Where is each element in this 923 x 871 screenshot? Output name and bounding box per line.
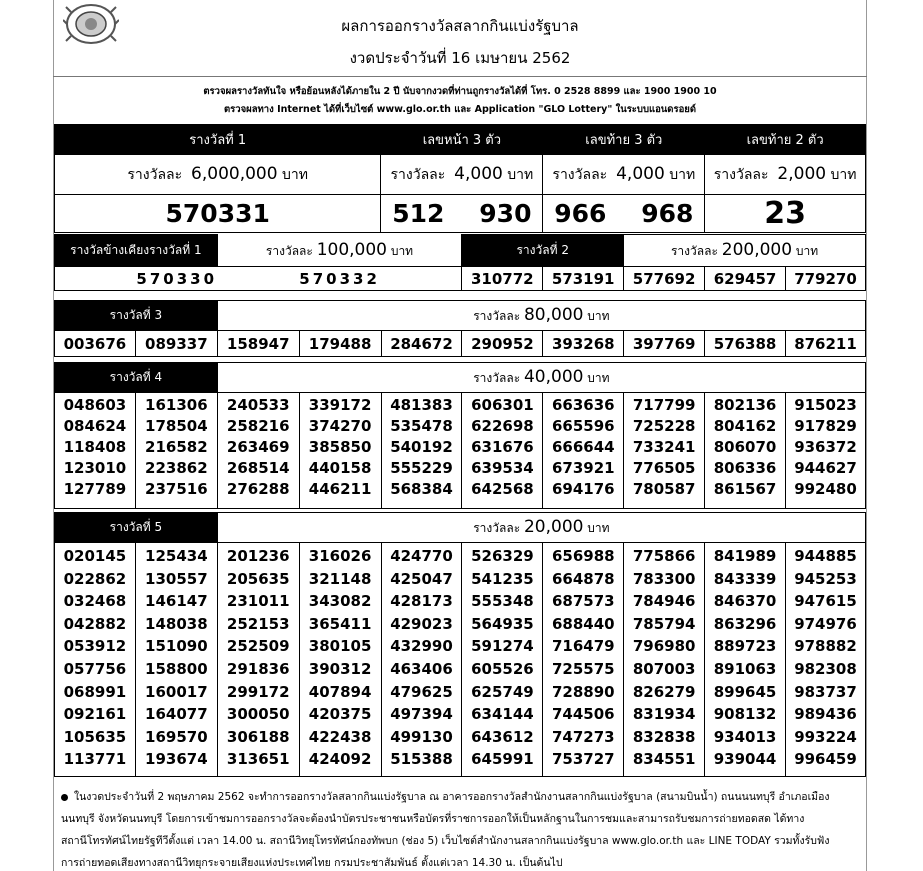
footer-line: ในงวดประจำวันที่ 2 พฤษภาคม 2562 จะทำการออกรางวัลสลากกินแบ่งรัฐบาล ณ อาคารออกรางวัลสำนักงานสลากกินแบ่งรัฐบาล (สนามบินน้ำ) ถนนนนทบุรี อำเภอเมือง: [61, 786, 861, 808]
page-title: ผลการออกรางวัลสลากกินแบ่งรัฐบาล: [341, 17, 579, 35]
prize3-number: 158947: [217, 331, 299, 357]
prize1-number: 570331: [55, 195, 381, 233]
prize3-number: 003676: [55, 331, 136, 357]
prize5-column: 316026 321148 343082 365411 380105 390312 407894 420375 422438 424092: [299, 543, 381, 777]
info-line-2: ตรวจผลทาง Internet ได้ที่เว็บไซต์ www.glo.or.th และ Application "GLO Lottery" ในระบบแอนดรอยด์: [223, 104, 697, 115]
bullet-icon: [61, 794, 68, 801]
prize3-label: รางวัลที่ 3: [55, 301, 218, 331]
prize3-number: 576388: [705, 331, 786, 357]
prize4-amount: รางวัลละ 40,000 บาท: [217, 363, 865, 393]
prize5-column: 424770 425047 428173 429023 432990 463406 479625 497394 499130 515388: [381, 543, 462, 777]
draw-date: งวดประจำวันที่ 16 เมษายน 2562: [349, 49, 571, 67]
prize2-number: 779270: [786, 267, 866, 291]
prize2-number: 310772: [462, 267, 543, 291]
prize2-number: 577692: [624, 267, 705, 291]
lottery-results-sheet: [53, 0, 867, 871]
top-prizes-table: [54, 124, 866, 233]
prize1-header: รางวัลที่ 1: [55, 125, 381, 155]
prize5-column: 775866 783300 784946 785794 796980 807003 826279 831934 832838 834551: [624, 543, 705, 777]
prize5-column: 125434 130557 146147 148038 151090 158800 160017 164077 169570 193674: [135, 543, 217, 777]
near1-amount: รางวัลละ 100,000 บาท: [217, 235, 462, 267]
footer-line: สถานีโทรทัศน์ไทยรัฐทีวีตั้งแต่ เวลา 14.00 น. สถานีวิทยุโทรทัศน์กองทัพบก (ช่อง 5) เว็บไซต์สำนักงานสลากกินแบ่งรัฐบาล www.glo.or.th และ LINE TODAY รวมทั้งรับฟัง: [61, 835, 830, 847]
prize5-table: [54, 512, 866, 777]
sheet-right-border: [866, 0, 867, 871]
prize4-table: [54, 362, 866, 509]
prize5-column: 526329 541235 555348 564935 591274 605526 625749 634144 643612 645991: [462, 543, 543, 777]
prize3-number: 397769: [624, 331, 705, 357]
back2-amount: รางวัลละ 2,000 บาท: [705, 155, 866, 195]
front3-amount: รางวัลละ 4,000 บาท: [381, 155, 543, 195]
back2-number: 23: [705, 195, 866, 233]
prize3-amount: รางวัลละ 80,000 บาท: [217, 301, 865, 331]
prize3-number: 290952: [462, 331, 543, 357]
prize4-column: 663636 665596 666644 673921 694176: [543, 393, 624, 509]
prize5-column: 656988 664878 687573 688440 716479 725575 728890 744506 747273 753727: [543, 543, 624, 777]
prize3-number: 393268: [543, 331, 624, 357]
near1-prize2-table: [54, 234, 866, 291]
prize4-column: 240533 258216 263469 268514 276288: [217, 393, 299, 509]
header-divider: [53, 76, 867, 77]
footer-line: นนทบุรี จังหวัดนนทบุรี โดยการเข้าชมการออกรางวัลจะต้องนำบัตรประชาชนหรือบัตรที่ราชการออกให้เป็นหลักฐานในการชมและสามารถรับชมการถ่ายทอดสด ได้ทาง: [61, 813, 805, 825]
front3-header: เลขหน้า 3 ตัว: [381, 125, 543, 155]
prize5-label: รางวัลที่ 5: [55, 513, 218, 543]
prize2-number: 629457: [705, 267, 786, 291]
prize5-column: 020145 022862 032468 042882 053912 057756 068991 092161 105635 113771: [55, 543, 136, 777]
prize4-column: 161306 178504 216582 223862 237516: [135, 393, 217, 509]
front3-numbers: 512 930: [381, 195, 543, 233]
prize3-table: [54, 300, 866, 357]
prize4-column: 915023 917829 936372 944627 992480: [786, 393, 866, 509]
near1-label: รางวัลข้างเคียงรางวัลที่ 1: [55, 235, 218, 267]
prize4-column: 481383 535478 540192 555229 568384: [381, 393, 462, 509]
prize4-column: 339172 374270 385850 440158 446211: [299, 393, 381, 509]
prize4-column: 802136 804162 806070 806336 861567: [705, 393, 786, 509]
prize3-number: 179488: [299, 331, 381, 357]
back2-header: เลขท้าย 2 ตัว: [705, 125, 866, 155]
prize4-column: 717799 725228 733241 776505 780587: [624, 393, 705, 509]
info-line-1: ตรวจผลรางวัลทันใจ หรือย้อนหลังได้ภายใน 2 ปี นับจากงวดที่ท่านถูกรางวัลได้ที่ โทร. 0 2528 8899 และ 1900 1900 10: [203, 86, 717, 97]
prize3-number: 284672: [381, 331, 462, 357]
near1-numbers: 570330 570332: [55, 267, 462, 291]
prize1-amount: รางวัลละ 6,000,000 บาท: [55, 155, 381, 195]
prize2-label: รางวัลที่ 2: [462, 235, 624, 267]
prize5-column: 201236 205635 231011 252153 252509 291836 299172 300050 306188 313651: [217, 543, 299, 777]
back3-numbers: 966 968: [543, 195, 705, 233]
footer-note: [61, 786, 861, 871]
prize2-amount: รางวัลละ 200,000 บาท: [624, 235, 866, 267]
prize4-column: 606301 622698 631676 639534 642568: [462, 393, 543, 509]
prize4-column: 048603 084624 118408 123010 127789: [55, 393, 136, 509]
prize2-number: 573191: [543, 267, 624, 291]
prize4-label: รางวัลที่ 4: [55, 363, 218, 393]
prize5-column: 841989 843339 846370 863296 889723 891063 899645 908132 934013 939044: [705, 543, 786, 777]
prize5-amount: รางวัลละ 20,000 บาท: [217, 513, 865, 543]
back3-header: เลขท้าย 3 ตัว: [543, 125, 705, 155]
back3-amount: รางวัลละ 4,000 บาท: [543, 155, 705, 195]
footer-line: การถ่ายทอดเสียงทางสถานีวิทยุกระจายเสียงแห่งประเทศไทย กรมประชาสัมพันธ์ ตั้งแต่เวลา 14.30 น. เป็นต้นไป: [61, 857, 563, 869]
prize3-number: 876211: [786, 331, 866, 357]
prize3-number: 089337: [135, 331, 217, 357]
prize5-column: 944885 945253 947615 974976 978882 982308 983737 989436 993224 996459: [786, 543, 866, 777]
